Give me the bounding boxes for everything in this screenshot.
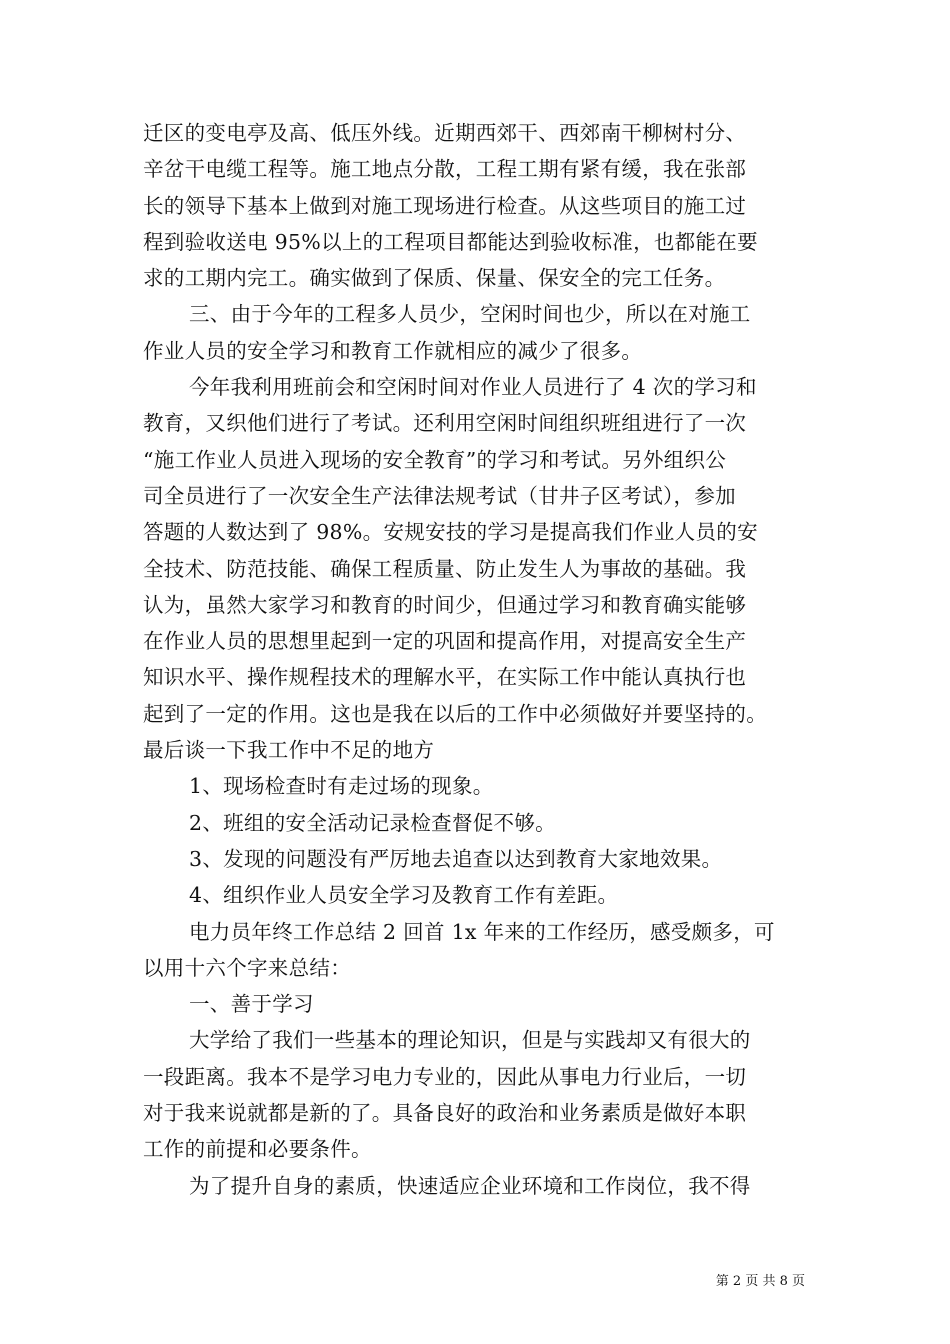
- text-line: 最后谈一下我工作中不足的地方: [143, 738, 435, 763]
- text-line: 教育，又织他们进行了考试。还利用空闲时间组织班组进行了一次: [143, 411, 747, 436]
- text-line: 今年我利用班前会和空闲时间对作业人员进行了 4 次的学习和: [189, 375, 757, 400]
- text-line: 辛岔干电缆工程等。施工地点分散，工程工期有紧有缓，我在张部: [143, 157, 747, 182]
- text-line: 作业人员的安全学习和教育工作就相应的减少了很多。: [143, 338, 643, 363]
- document-body: [143, 115, 823, 1204]
- text-line: 求的工期内完工。确实做到了保质、保量、保安全的完工任务。: [143, 266, 726, 291]
- text-line: 工作的前提和必要条件。: [143, 1137, 372, 1162]
- page-number: 第 2 页 共 8 页: [715, 1274, 805, 1289]
- list-item: 1、现场检查时有走过场的现象。: [189, 774, 494, 799]
- text-line: 程到验收送电 95%以上的工程项目都能达到验收标准，也都能在要: [143, 229, 758, 254]
- text-line: 大学给了我们一些基本的理论知识，但是与实践却又有很大的: [189, 1028, 751, 1053]
- text-line: 知识水平、操作规程技术的理解水平，在实际工作中能认真执行也: [143, 665, 747, 690]
- text-line: 答题的人数达到了 98%。安规安技的学习是提高我们作业人员的安: [143, 520, 758, 545]
- text-line: 为了提升自身的素质，快速适应企业环境和工作岗位，我不得: [189, 1173, 751, 1198]
- text-line: 迁区的变电亭及高、低压外线。近期西郊干、西郊南干柳树村分、: [143, 121, 747, 145]
- text-line: 电力员年终工作总结 2 回首 1x 年来的工作经历，感受颇多，可: [189, 919, 775, 944]
- text-line: 三、由于今年的工程多人员少，空闲时间也少，所以在对施工: [189, 302, 751, 327]
- text-line: 在作业人员的思想里起到一定的巩固和提高作用，对提高安全生产: [143, 629, 747, 654]
- text-line: 认为，虽然大家学习和教育的时间少，但通过学习和教育确实能够: [143, 592, 747, 617]
- text-line: 长的领导下基本上做到对施工现场进行检查。从这些项目的施工过: [143, 193, 747, 218]
- list-item: 4、组织作业人员安全学习及教育工作有差距。: [189, 883, 619, 908]
- text-line: 对于我来说就都是新的了。具备良好的政治和业务素质是做好本职: [143, 1101, 747, 1126]
- text-line: 起到了一定的作用。这也是我在以后的工作中必须做好并要坚持的。: [143, 701, 767, 726]
- text-line: 以用十六个字来总结：: [143, 955, 351, 980]
- list-item: 2、班组的安全活动记录检查督促不够。: [189, 810, 556, 835]
- text-line: “施工作业人员进入现场的安全教育”的学习和考试。另外组织公: [143, 447, 727, 472]
- text-line: 一段距离。我本不是学习电力专业的，因此从事电力行业后，一切: [143, 1064, 747, 1089]
- text-line: 全技术、防范技能、确保工程质量、防止发生人为事故的基础。我: [143, 556, 747, 581]
- list-item: 3、发现的问题没有严厉地去追查以达到教育大家地效果。: [189, 846, 723, 871]
- section-heading: 一、善于学习: [189, 992, 314, 1017]
- text-line: 司全员进行了一次安全生产法律法规考试（甘井子区考试），参加: [143, 483, 736, 508]
